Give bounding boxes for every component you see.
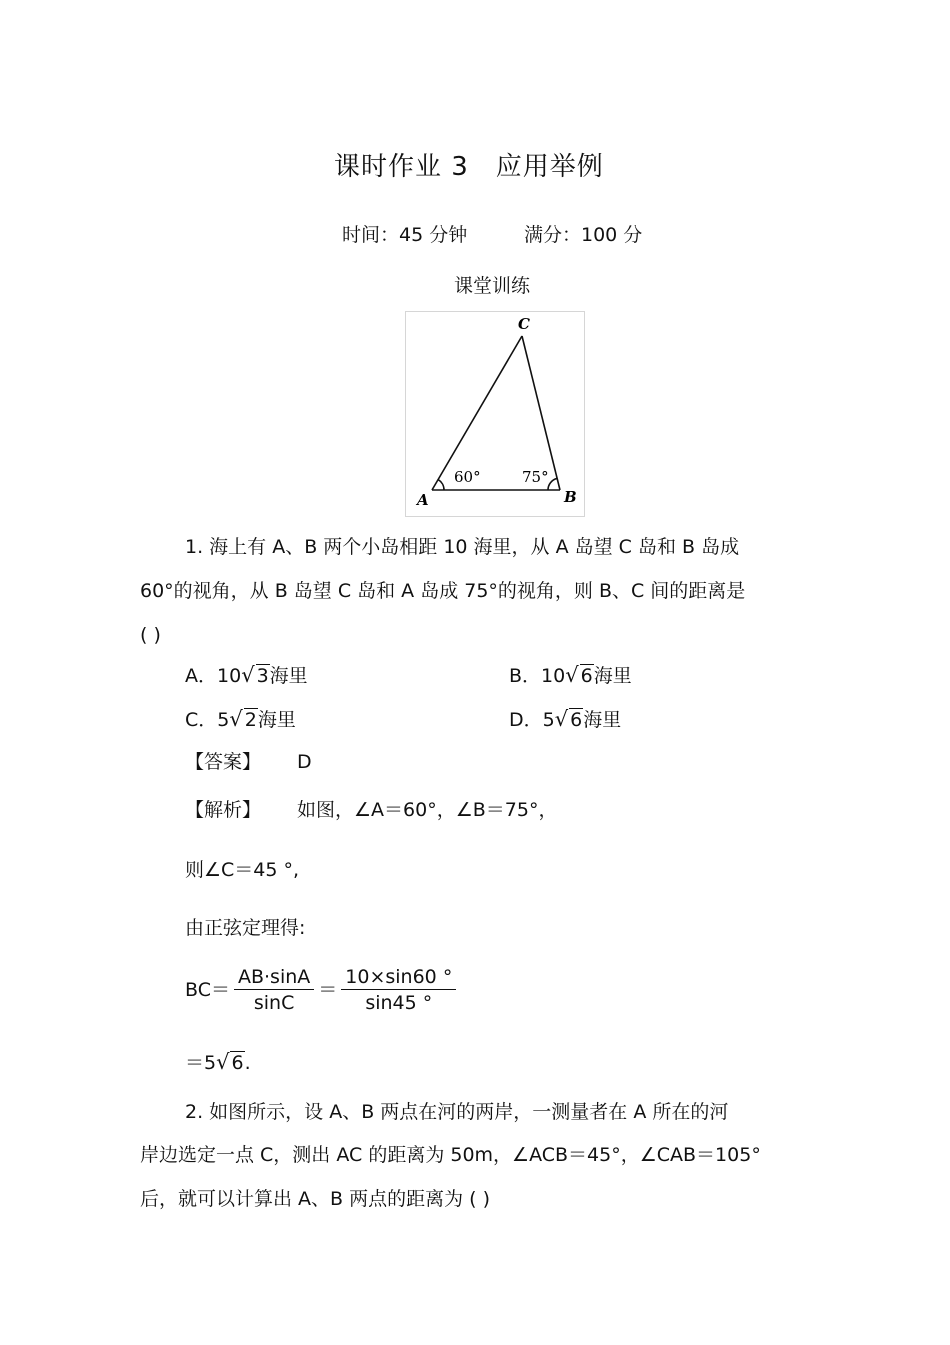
vertex-label-b: B <box>564 488 577 506</box>
analysis-step-1: 则∠C＝45 °, <box>185 859 300 881</box>
side-ac <box>432 336 522 490</box>
q1-line-3: ( ) <box>140 624 161 646</box>
option-b-prefix: B．10 <box>509 665 566 687</box>
option-c-suffix: 海里 <box>257 709 296 731</box>
analysis-step-2: 由正弦定理得: <box>185 917 306 939</box>
fraction-2 <box>341 968 456 1013</box>
option-a-prefix: A．10 <box>185 665 242 687</box>
analysis-label: 【解析】 <box>185 799 262 821</box>
q1-line-1: 1. 海上有 A、B 两个小岛相距 10 海里，从 A 岛望 C 岛和 B 岛成 <box>185 536 740 558</box>
vertex-label-a: A <box>417 491 429 509</box>
option-b-suffix: 海里 <box>593 665 632 687</box>
sqrt-symbol: √ 6 <box>216 1050 244 1074</box>
fraction-2-numerator: 10×sin60 ° <box>341 968 456 990</box>
side-bc <box>522 336 560 490</box>
result-prefix: ＝5 <box>185 1052 217 1074</box>
analysis-text: 如图，∠A＝60°，∠B＝75°， <box>297 799 558 821</box>
q1-option-d <box>509 709 621 730</box>
sqrt-symbol: √ 2 <box>229 707 257 731</box>
angle-arc-b <box>548 478 557 490</box>
vertex-label-c: C <box>518 315 530 333</box>
result-radicand: 6 <box>231 1052 244 1074</box>
q1-option-c <box>185 709 296 730</box>
q2-line-1: 2. 如图所示，设 A、B 两点在河的两岸，一测量者在 A 所在的河 <box>185 1101 729 1123</box>
q1-line-2: 60°的视角，从 B 岛望 C 岛和 A 岛成 75°的视角，则 B、C 间的距离是 <box>140 580 746 602</box>
q1-option-b <box>509 665 632 686</box>
fraction-1-denominator: sinC <box>253 992 295 1014</box>
option-a-suffix: 海里 <box>269 665 308 687</box>
answer-value: D <box>297 751 312 773</box>
sqrt-symbol: √ 3 <box>241 663 269 687</box>
q1-option-a <box>185 665 308 686</box>
equals-sign: ＝ <box>318 979 338 1001</box>
option-a-radicand: 3 <box>256 665 269 687</box>
triangle-figure <box>405 311 585 517</box>
q2-line-3: 后，就可以计算出 A、B 两点的距离为 ( ) <box>140 1188 491 1210</box>
result-suffix: . <box>244 1052 251 1074</box>
section-heading: 课堂训练 <box>454 275 531 297</box>
option-d-prefix: D．5 <box>509 709 555 731</box>
answer-label: 【答案】 <box>185 751 262 773</box>
fraction-2-denominator: sin45 ° <box>365 992 433 1014</box>
option-b-radicand: 6 <box>580 665 593 687</box>
option-c-prefix: C．5 <box>185 709 230 731</box>
sqrt-symbol: √ 6 <box>554 707 583 731</box>
angle-label-b: 75° <box>522 468 549 486</box>
full-score: 满分：100 分 <box>524 224 643 246</box>
angle-label-a: 60° <box>454 468 481 486</box>
page-title: 课时作业 3 应用举例 <box>334 152 604 182</box>
sqrt-symbol: √ 6 <box>565 663 593 687</box>
fraction-1 <box>234 968 314 1013</box>
angle-arc-a <box>438 480 444 490</box>
option-d-suffix: 海里 <box>583 709 622 731</box>
option-c-radicand: 2 <box>244 709 257 731</box>
sine-law-formula <box>185 968 460 1013</box>
fraction-1-numerator: AB·sinA <box>234 968 314 990</box>
triangle-lines <box>432 336 560 490</box>
q2-line-2: 岸边选定一点 C，测出 AC 的距离为 50m，∠ACB＝45°，∠CAB＝105° <box>140 1144 761 1166</box>
option-d-radicand: 6 <box>570 709 583 731</box>
analysis-result <box>185 1052 251 1073</box>
bc-label: BC＝ <box>185 979 230 1001</box>
time-limit: 时间：45 分钟 <box>342 224 468 246</box>
